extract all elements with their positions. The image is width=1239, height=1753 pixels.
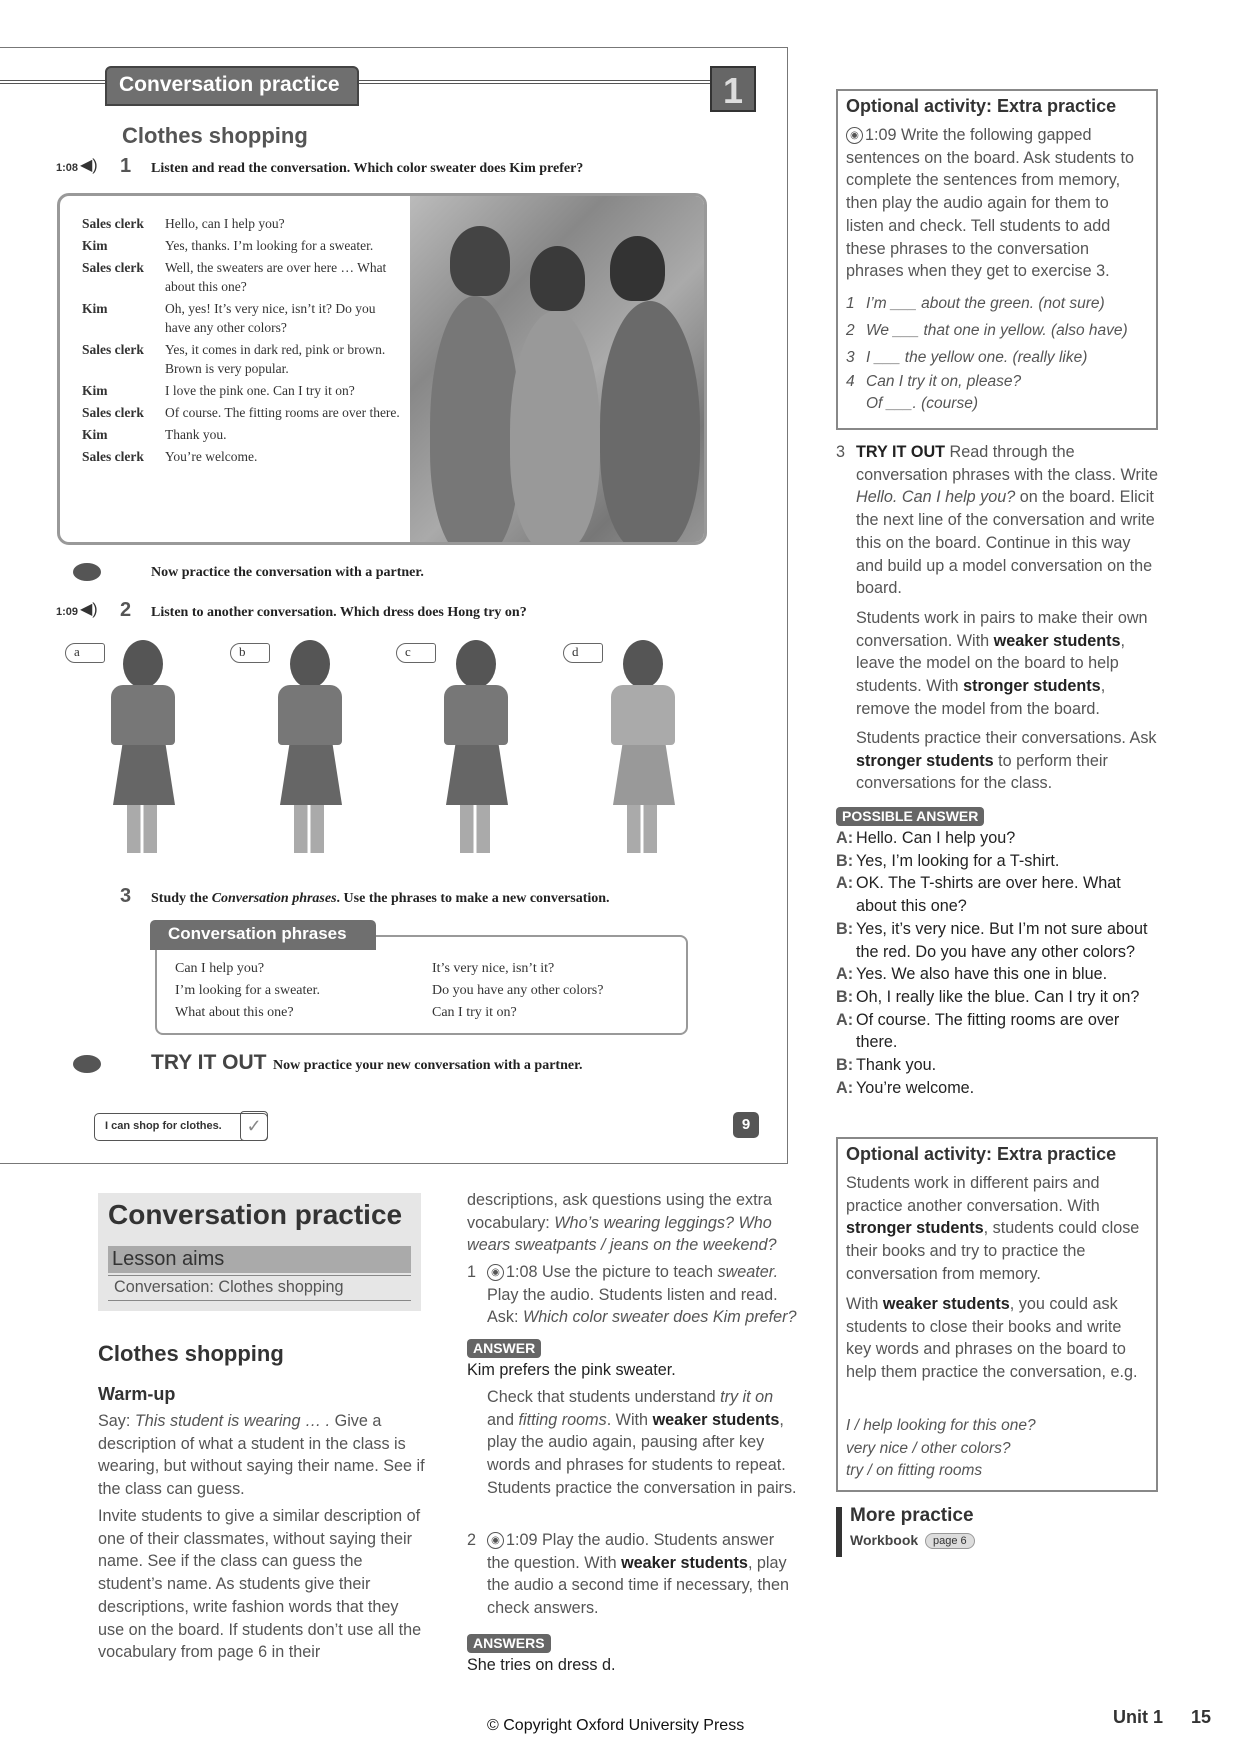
exercise-number: 3 [120,885,132,907]
gapped-sentences: 1 I’m ___ about the green. (not sure) 2 We ___ that one in yellow. (also have) 3 I ___ the yellow one. (really like) 4 Can I try it on, please? Of ___. (course) [846,295,1128,412]
answers-text: She tries on dress d. [467,1656,616,1674]
phrases-title: Conversation phrases [150,920,376,950]
dialogue-text: Yes, it comes in dark red, pink or brown. Brown is very popular. [165,342,386,376]
audio-speaker-icon: ◀) [80,601,98,618]
dialogue-text: Yes, thanks. I’m looking for a sweater. [165,238,374,253]
lesson-title: Conversation practice [108,1199,403,1230]
divider [108,1275,411,1276]
phrase: Can I help you? [175,961,265,976]
answer-line-text: Hello. Can I help you? [856,829,1016,847]
answer-line-text: Of course. The fitting rooms are over there. [856,1010,1120,1052]
dialogue-text: You’re welcome. [165,449,258,464]
exercise-instruction: Study the Conversation phrases. Use the phrases to make a new conversation. [151,891,610,906]
try-it-out-label: TRY IT OUT [151,1051,267,1074]
dialogue-speaker: Kim [82,383,108,398]
speaker-label: A: [836,1010,854,1029]
optional-activity-title: Optional activity: Extra practice [846,96,1117,116]
speaker-label: A: [836,965,854,984]
dress-figure-a [95,640,195,855]
dress-figure-b [262,640,362,855]
audio-track-label: 1:08 [56,162,79,174]
more-practice-title: More practice [850,1505,974,1526]
answer-line-text: OK. The T-shirts are over here. What about this one? [856,874,1121,916]
unit-number-badge: 1 [710,66,756,112]
speaker-label: B: [836,987,854,1006]
answer-line-text: Yes, I’m looking for a T-shirt. [856,851,1060,870]
possible-answer-line [836,1054,1161,1077]
dialogue-line [82,425,402,444]
answer-line-text: You’re welcome. [856,1078,975,1097]
answer-line-text: Thank you. [856,1056,937,1075]
possible-answer-line [836,872,1161,917]
figure-label-d: d [563,643,603,663]
speaker-label: B: [836,919,854,938]
answers-badge: ANSWERS [467,1634,551,1653]
phrase: Do you have any other colors? [432,983,604,998]
dialogue-text: Oh, yes! It’s very nice, isn’t it? Do you have any other colors? [165,301,376,335]
possible-answer-line [836,918,1161,963]
dialogue-speaker: Sales clerk [82,342,144,357]
dialogue-text: Of course. The fitting rooms are over there. [165,405,400,420]
dialogue-text: Well, the sweaters are over here … What about this one? [165,260,387,294]
dialogue-speaker: Sales clerk [82,260,144,275]
warmup-paragraph: Invite students to give a similar description of one of their classmates, without saying their name. See if the class can guess the student’s name. As students give their descriptions, write fashion words that they use on the board. If students don’t use all the vocabulary from page 6 in their [98,1507,422,1662]
dialogue-text: Hello, can I help you? [165,216,285,231]
audio-speaker-icon: ◀) [80,157,98,174]
example-prompts: I / help looking for this one? very nice / other colors? try / on fitting rooms [846,1417,1036,1480]
figure-label-a: a [65,643,105,663]
mid-paragraph: descriptions, ask questions using the extra vocabulary: Who’s wearing leggings? Who wears sweatpants / jeans on the weekend? [467,1191,777,1255]
exercise-number: 2 [120,599,132,621]
speaker-label: B: [836,851,854,870]
dialogue-speaker: Sales clerk [82,449,144,464]
answer-line-text: Yes. We also have this one in blue. [856,965,1108,984]
optional-activity-text: With weaker students, you could ask students to close their books and write key words and phrases on the board to help them practice the conversation, e.g. [846,1295,1138,1382]
shopping-photo [410,196,707,545]
step-1-paragraph: Check that students understand try it on and fitting rooms. With weaker students, play the audio again, pausing after key words and phrases for students to repeat. Students practice the conversation in pairs. [487,1388,797,1497]
i-can-statement: I can shop for clothes. [94,1113,268,1141]
dialogue-line [82,236,402,255]
dialogue-line [82,381,402,400]
cd-icon: ◉ [487,1264,504,1281]
workbook-label: Workbook [850,1532,919,1548]
pair-speech-icon [73,1055,101,1073]
section-title: Clothes shopping [122,123,308,148]
possible-answer-line [836,827,1161,850]
step-2: 2 ◉ 1:09 Play the audio. Students answer the question. With weaker students, play the audio a second time if necessary, then check answers. [467,1531,790,1618]
pair-speech-icon [73,563,101,581]
dialogue-line [82,340,402,378]
student-page-number: 9 [733,1112,759,1138]
exercise-number: 1 [120,155,132,177]
footer-page-number: 15 [1191,1707,1212,1727]
more-practice-bar [836,1507,842,1557]
exercise-instruction: Listen to another conversation. Which dress does Hong try on? [151,605,527,620]
conversation-box [57,193,707,545]
answer-line-text: Oh, I really like the blue. Can I try it on? [856,987,1140,1006]
page-header-tab: Conversation practice [105,66,359,106]
dialogue-text: Thank you. [165,427,227,442]
divider [108,1300,411,1301]
step-3-paragraph: Students practice their conversations. Ask stronger students to perform their conversations for the class. [856,729,1157,793]
answer-text: Kim prefers the pink sweater. [467,1361,676,1379]
dialogue-line [82,403,402,422]
try-it-out-instruction: Now practice your new conversation with a partner. [273,1058,583,1073]
lesson-aims-text: Conversation: Clothes shopping [114,1278,344,1296]
dialogue-line [82,258,402,296]
step-3-paragraph: Students work in pairs to make their own conversation. With weaker students, leave the model on the board to help students. With stronger students, remove the model from the board. [856,609,1148,718]
speaker-label: A: [836,1078,854,1097]
dialogue-line [82,299,402,337]
warmup-paragraph: Say: This student is wearing … . Give a description of what a student in the class is wearing, but without saying their name. See if the class can guess. [98,1412,425,1499]
cd-icon: ◉ [846,127,863,144]
phrase: I’m looking for a sweater. [175,983,321,998]
checkbox-tick-icon: ✓ [240,1111,268,1141]
dialogue-speaker: Sales clerk [82,405,144,420]
possible-answer-line [836,850,1161,873]
possible-answer-line [836,1077,1161,1100]
speaker-label: B: [836,1056,854,1075]
footer-unit: Unit 1 [1113,1707,1164,1727]
answer-badge: ANSWER [467,1339,541,1358]
optional-activity-text: Students work in different pairs and practice another conversation. With stronger students, students could close their books and try to practice the conversation from memory. [846,1174,1140,1283]
warmup-heading: Warm-up [98,1384,176,1404]
dialogue [82,214,402,469]
dialogue-text: I love the pink one. Can I try it on? [165,383,355,398]
exercise-instruction: Listen and read the conversation. Which color sweater does Kim prefer? [151,161,584,176]
lesson-aims-label: Lesson aims [108,1246,411,1273]
possible-answer-line [836,1009,1161,1054]
dialogue-speaker: Kim [82,238,108,253]
step-3: 3 TRY IT OUT Read through the conversation phrases with the class. Write Hello. Can I help you? on the board. Elicit the next line of the conversation and write this on the board. Continue in this way and build up a model conversation on the board. [836,443,1158,598]
optional-activity-title: Optional activity: Extra practice [846,1144,1117,1164]
optional-activity-text: ◉ 1:09 Write the following gapped sentences on the board. Ask students to complete the sentences from memory, then play the audio again for them to listen and check. Tell students to add these phrases to the conversation phrases when they get to exercise 3. [846,126,1134,281]
dress-figure-c [428,640,528,855]
step-1: 1 ◉ 1:08 Use the picture to teach sweater. Play the audio. Students listen and read. Ask: Which color sweater does Kim prefer? [467,1263,797,1327]
practice-instruction: Now practice the conversation with a partner. [151,565,424,580]
figure-label-c: c [396,643,436,663]
phrase: It’s very nice, isn’t it? [432,961,555,976]
section-heading: Clothes shopping [98,1341,284,1366]
dialogue-line [82,447,402,466]
copyright: © Copyright Oxford University Press [487,1717,745,1734]
phrases-right [432,958,603,1024]
possible-answer-line [836,986,1161,1009]
dialogue-speaker: Sales clerk [82,216,144,231]
answer-line-text: Yes, it’s very nice. But I’m not sure about the red. Do you have any other colors? [856,919,1148,961]
dress-figure-d [595,640,695,855]
dialogue-line [82,214,402,233]
workbook-page-chip: page 6 [925,1533,975,1549]
possible-answer-badge: POSSIBLE ANSWER [836,807,984,826]
phrase: Can I try it on? [432,1005,517,1020]
figure-label-b: b [230,643,270,663]
phrases-left [175,958,320,1024]
dialogue-speaker: Kim [82,427,108,442]
speaker-label: A: [836,874,854,893]
dialogue-speaker: Kim [82,301,108,316]
cd-icon: ◉ [487,1532,504,1549]
possible-answer-line [836,963,1161,986]
audio-track-label: 1:09 [56,606,79,618]
possible-answer-dialogue [836,827,1161,1099]
speaker-label: A: [836,829,854,847]
phrase: What about this one? [175,1005,294,1020]
